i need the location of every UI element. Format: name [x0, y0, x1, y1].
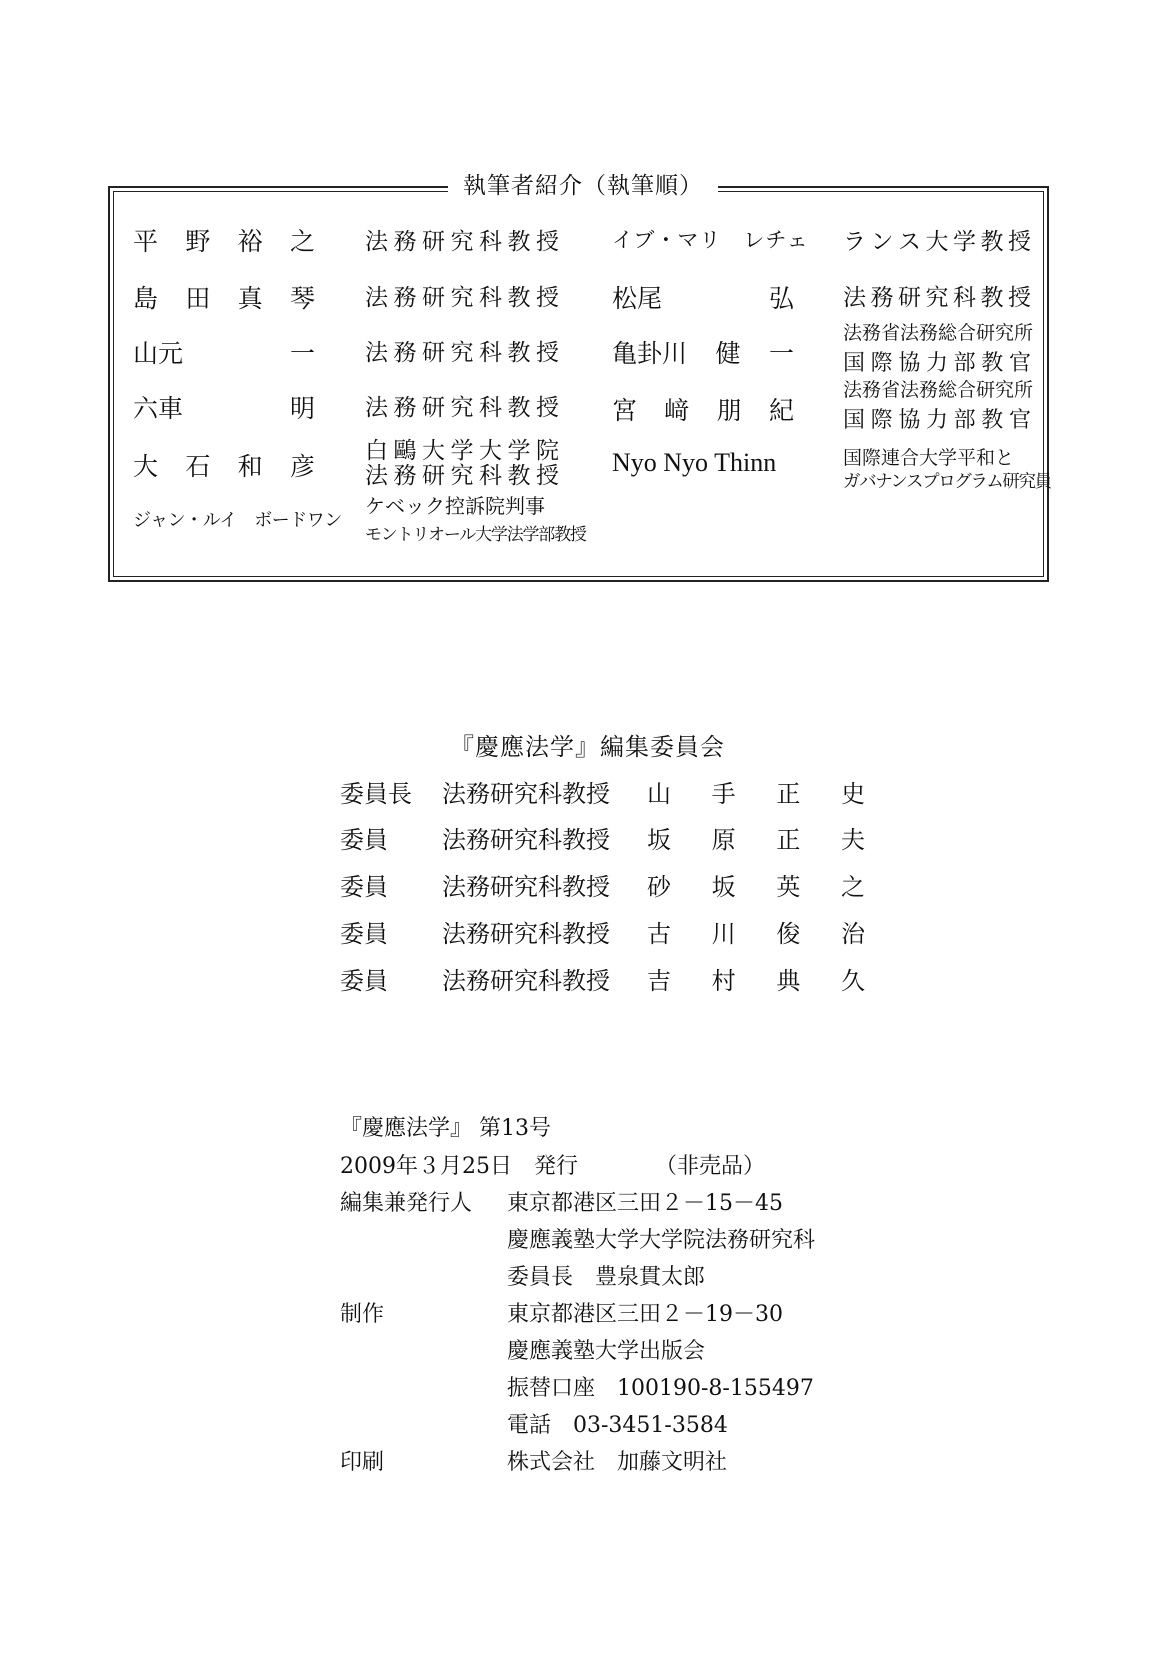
author-title: 白 鷗 大 学 大 学 院 — [365, 438, 559, 464]
colophon-editor-label: 編集兼発行人 — [340, 1191, 473, 1216]
member-name: 古 川 俊 治 — [647, 920, 865, 948]
author-name: 亀卦川 健 一 — [612, 339, 794, 368]
colophon-editor-address: 東京都港区三田２－15－45 — [507, 1191, 783, 1216]
member-role: 委員 — [340, 967, 388, 995]
author-title: 法 務 研 究 科 教 授 — [365, 285, 559, 311]
authors-title: 執筆者紹介（執筆順） — [448, 168, 718, 204]
author-name: 松 尾 弘 — [612, 284, 794, 313]
colophon-production-account: 振替口座 100190-8-155497 — [507, 1376, 814, 1401]
author-title-line2: 国 際 協 力 部 教 官 — [843, 408, 1031, 433]
author-title: 国際連合大学平和と — [843, 447, 1015, 469]
colophon-journal: 『慶應法学』 第13号 — [340, 1116, 551, 1141]
member-title: 法務研究科教授 — [442, 780, 610, 808]
author-title: ラ ン ス 大 学 教 授 — [843, 229, 1031, 255]
author-name: 大 石 和 彦 — [133, 452, 315, 481]
author-title: ケベック控訴院判事 — [365, 494, 545, 518]
committee-title: 『慶應法学』編集委員会 — [450, 733, 725, 761]
author-title-line2: 国 際 協 力 部 教 官 — [843, 351, 1031, 376]
colophon-production-phone: 電話 03-3451-3584 — [507, 1413, 728, 1438]
colophon-production-label: 制作 — [340, 1302, 385, 1327]
member-title: 法務研究科教授 — [442, 826, 610, 854]
member-name: 吉 村 典 久 — [647, 967, 865, 995]
author-title-line2: ガバナンスプログラム研究員 — [843, 472, 1051, 492]
author-title-line2: 法 務 研 究 科 教 授 — [365, 463, 559, 489]
author-title: 法 務 研 究 科 教 授 — [365, 395, 559, 421]
colophon-editor-org: 慶應義塾大学大学院法務研究科 — [507, 1228, 816, 1253]
author-name: 山 元 一 — [133, 339, 315, 368]
member-role: 委員 — [340, 873, 388, 901]
colophon-not-for-sale: （非売品） — [655, 1154, 766, 1179]
colophon-date: 2009年３月25日 発行 — [340, 1154, 578, 1179]
member-name: 山 手 正 史 — [647, 780, 865, 808]
member-name: 砂 坂 英 之 — [647, 873, 865, 901]
member-name: 坂 原 正 夫 — [647, 826, 865, 854]
author-name: イブ・マリ レチェ — [612, 228, 809, 252]
colophon-editor-person: 委員長 豊泉貫太郎 — [507, 1265, 706, 1290]
author-title: 法 務 研 究 科 教 授 — [843, 285, 1031, 311]
member-role: 委員 — [340, 826, 388, 854]
author-name: 平 野 裕 之 — [133, 227, 315, 256]
author-name: 六 車 明 — [133, 394, 315, 423]
member-title: 法務研究科教授 — [442, 873, 610, 901]
author-title: 法 務 研 究 科 教 授 — [365, 340, 559, 366]
member-role: 委員 — [340, 920, 388, 948]
member-title: 法務研究科教授 — [442, 920, 610, 948]
colophon-production-address: 東京都港区三田２－19－30 — [507, 1302, 783, 1327]
member-title: 法務研究科教授 — [442, 967, 610, 995]
author-name: ジャン・ルイ ボードワン — [133, 510, 342, 531]
member-role: 委員長 — [340, 780, 412, 808]
author-name: 宮 﨑 朋 紀 — [612, 396, 794, 425]
colophon-production-org: 慶應義塾大学出版会 — [507, 1339, 706, 1364]
author-title-line2: モントリオール大学法学部教授 — [365, 525, 586, 545]
author-name: Nyo Nyo Thinn — [612, 448, 777, 477]
colophon-printing-company: 株式会社 加藤文明社 — [507, 1450, 728, 1475]
author-name: 島 田 真 琴 — [133, 284, 315, 313]
colophon-printing-label: 印刷 — [340, 1450, 385, 1475]
author-title: 法 務 研 究 科 教 授 — [365, 229, 559, 255]
author-title: 法務省法務総合研究所 — [843, 379, 1034, 401]
author-title: 法務省法務総合研究所 — [843, 322, 1034, 344]
